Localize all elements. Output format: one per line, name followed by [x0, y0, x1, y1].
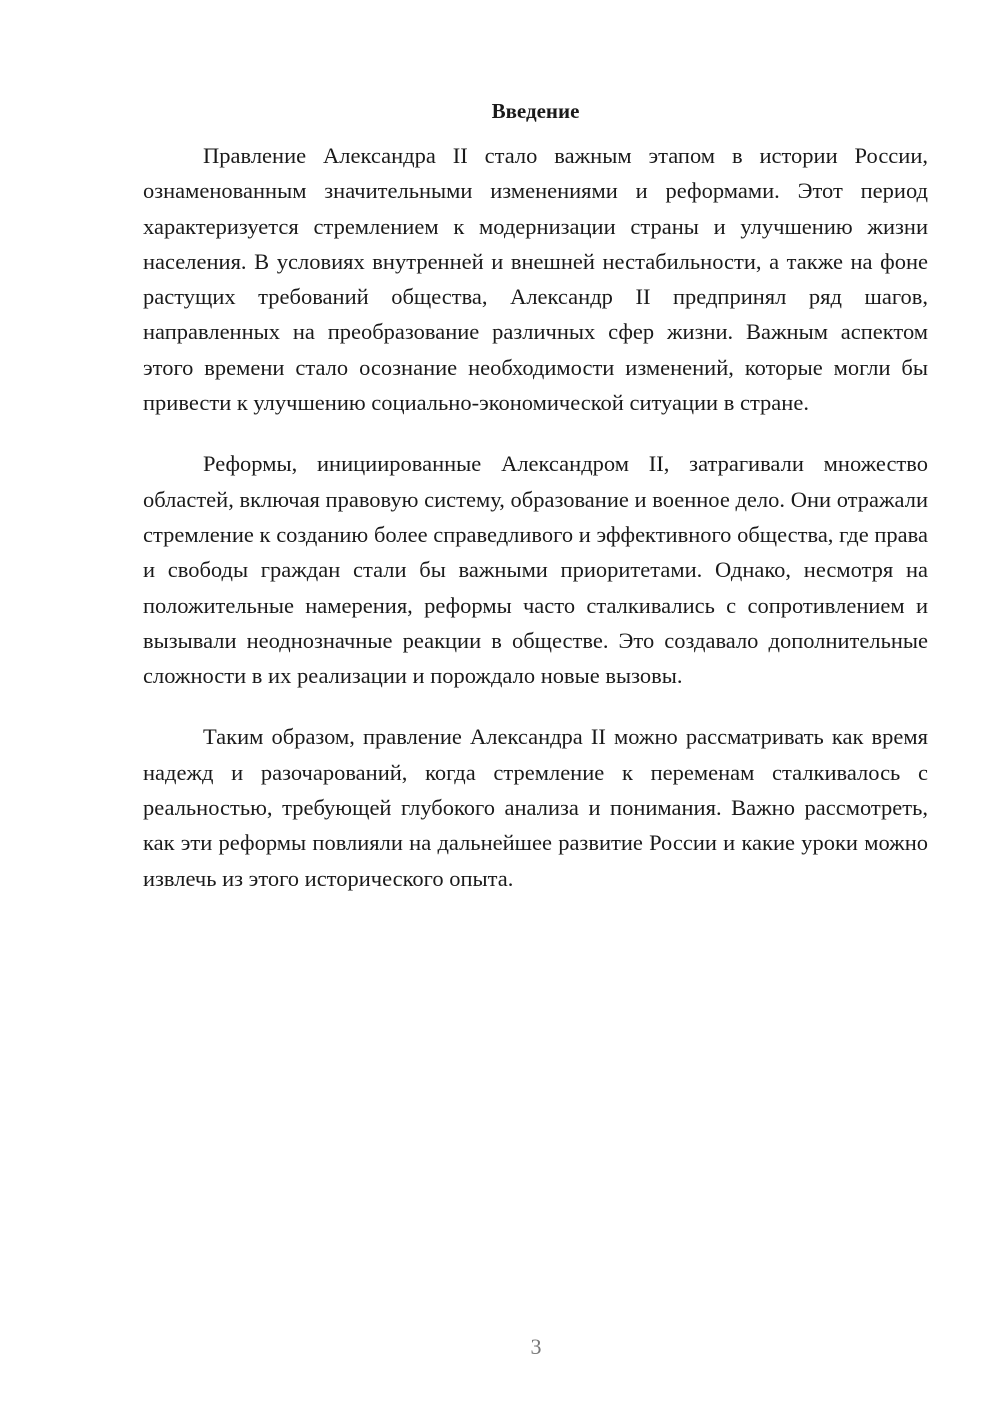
paragraph-3: Таким образом, правление Александра II можно рассматривать как время надежд и разочарований, когда стремление к переменам сталкивалось с реальностью, требующей глубокого анализа и понимания. Важно рассмотреть, как эти реформы повлияли на дальнейшее развитие России и какие уроки можно извлечь из этого исторического опыта.	[143, 724, 928, 891]
section-title: Введение	[491, 99, 580, 123]
page-content	[143, 96, 928, 896]
paragraph-1: Правление Александра II стало важным этапом в истории России, ознаменованным значительными изменениями и реформами. Этот период характеризуется стремлением к модернизации страны и улучшению жизни населения. В условиях внутренней и внешней нестабильности, а также на фоне растущих требований общества, Александр II предпринял ряд шагов, направленных на преобразование различных сфер жизни. Важным аспектом этого времени стало осознание необходимости изменений, которые могли бы привести к улучшению социально-экономической ситуации в стране.	[143, 143, 928, 416]
paragraph-2: Реформы, инициированные Александром II, затрагивали множество областей, включая правовую систему, образование и военное дело. Они отражали стремление к созданию более справедливого и эффективного общества, где права и свободы граждан стали бы важными приоритетами. Однако, несмотря на положительные намерения, реформы часто сталкивались с сопротивлением и вызывали неоднозначные реакции в обществе. Это создавало дополнительные сложности в их реализации и порождало новые вызовы.	[143, 451, 928, 689]
page-number: 3	[530, 1334, 542, 1359]
